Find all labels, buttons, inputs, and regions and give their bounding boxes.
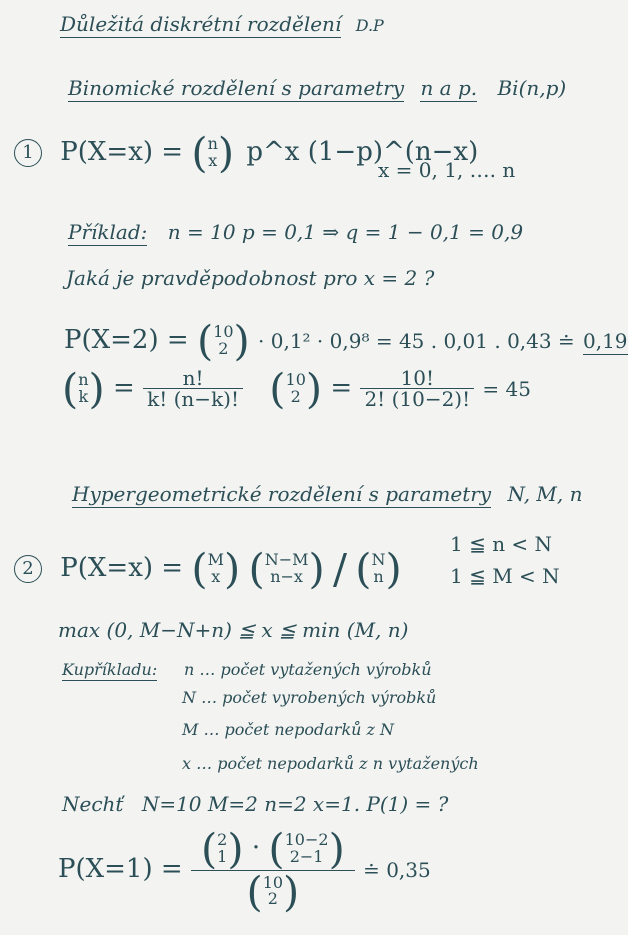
page-title: Důležitá diskrétní rozdělení D.P <box>60 12 384 36</box>
binomial-domain: x = 0, 1, …. n <box>378 158 516 182</box>
binomial-heading: Binomické rozdělení s parametry n a p. Bi(n,p) <box>68 76 567 100</box>
binomial-example: Příklad: n = 10 p = 0,1 ⇒ q = 1 − 0,1 = 0,9 <box>68 220 524 244</box>
legend-item-x: x … počet nepodarků z n vytažených <box>182 754 479 773</box>
hyper-calculation: P(X=1) = (2 1) · (10−2 2−1 ) (10 2 ) ≐ 0,35 <box>58 824 431 916</box>
binomial-formula: 1 P(X=x) = (n x) p^x (1−p)^(n−x) <box>14 132 478 174</box>
hyper-formula: 2 P(X=x) = (M x) (N−M n−x ) / (N n) <box>14 548 402 590</box>
legend-item-M: M … počet nepodarků z N <box>182 720 395 739</box>
hyper-let: Nechť N=10 M=2 n=2 x=1. P(1) = ? <box>62 792 449 816</box>
hyper-heading: Hypergeometrické rozdělení s parametry N, M, n <box>72 482 583 506</box>
number-circle-2: 2 <box>14 555 42 583</box>
hyper-result: ≐ 0,35 <box>363 858 431 883</box>
binomial-question: Jaká je pravděpodobnost pro x = 2 ? <box>66 266 435 290</box>
legend-item-n: n … počet vytažených výrobků <box>184 660 432 679</box>
hyper-condition-2: 1 ≦ M < N <box>450 564 560 588</box>
binomial-coefficient-definition: (n k) = $\frac{n!}{k! (n-k)!}$ (10 2 ) = $\frac{10!}{2! (10-2)!}$ = 45 <box>62 364 531 413</box>
title-suffix: D.P <box>355 16 384 35</box>
number-circle-1: 1 <box>14 139 42 167</box>
hyper-condition-1: 1 ≦ n < N <box>450 532 553 556</box>
hyper-example-label: Kupříkladu: <box>62 660 158 679</box>
binomial-calculation: P(X=2) = (10 2 ) · 0,1² · 0,9⁸ = 45 . 0,01 . 0,43 ≐ 0,19 <box>64 316 628 365</box>
hyper-range: max (0, M−N+n) ≦ x ≦ min (M, n) <box>58 618 409 642</box>
binomial-result: 0,19 <box>582 328 628 353</box>
legend-item-N: N … počet vyrobených výrobků <box>182 688 437 707</box>
